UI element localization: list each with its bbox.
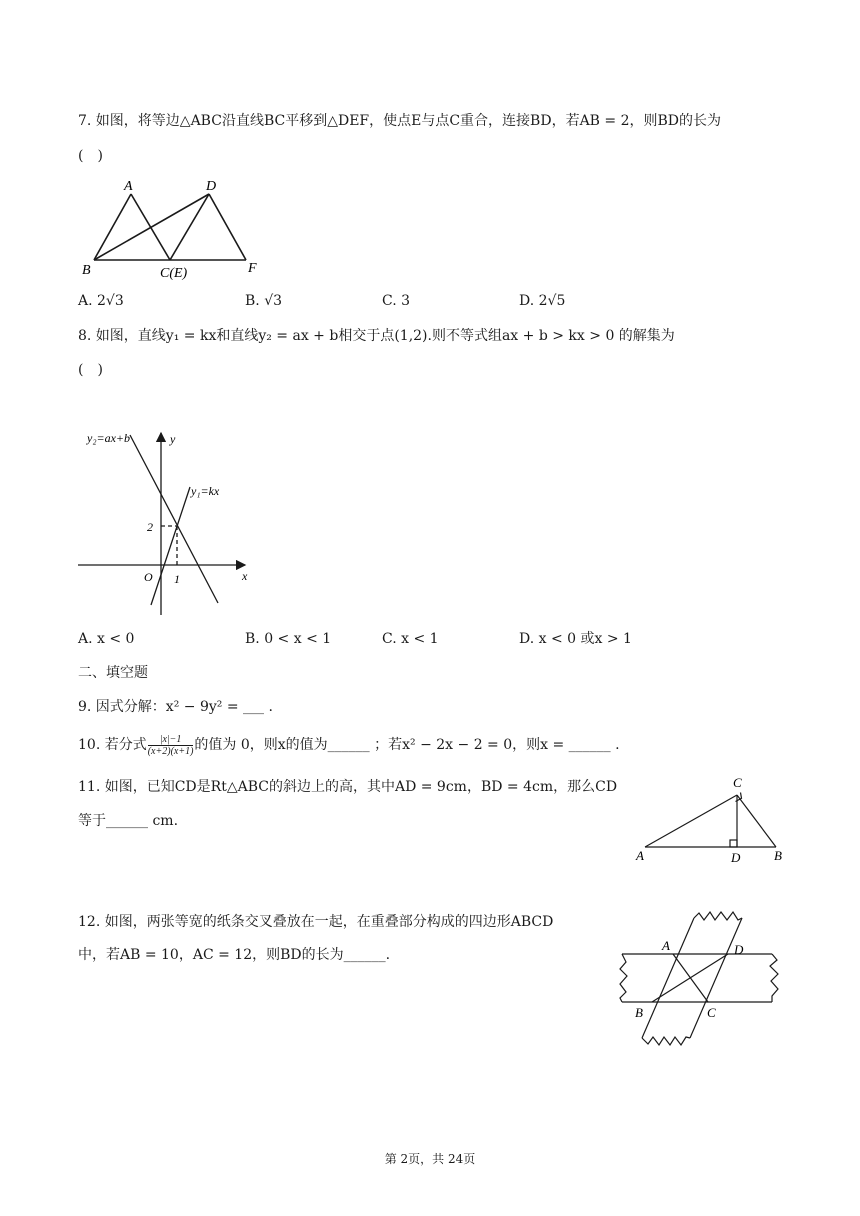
q9-text: 9. 因式分解：x² − 9y² = ___ . bbox=[78, 699, 273, 715]
q10-fraction bbox=[148, 734, 194, 757]
q7-paren: ( ) bbox=[78, 148, 103, 164]
q7-label-f: F bbox=[248, 261, 257, 276]
q11-label-b: B bbox=[774, 848, 782, 863]
q8-label-x: x bbox=[242, 569, 248, 583]
page-footer: 第 2页，共 24页 bbox=[384, 1152, 476, 1166]
q8-label-one: 1 bbox=[174, 572, 180, 586]
q10-fraction-numerator: |x|−1 bbox=[148, 734, 194, 746]
q8-label-y2: y₂=ax+b bbox=[87, 431, 131, 445]
q8-label-two: 2 bbox=[147, 520, 153, 534]
q7-option-a: A. 2√3 bbox=[78, 293, 124, 309]
q8-figure bbox=[75, 425, 260, 620]
q8-label-o: O bbox=[144, 570, 153, 584]
q7-option-b: B. √3 bbox=[245, 293, 283, 309]
q8-option-d: D. x < 0 或x > 1 bbox=[519, 631, 632, 647]
q8-stem: 8. 如图，直线y₁ = kx和直线y₂ = ax + b相交于点(1,2).则不等式组ax + b > kx > 0 的解集为 bbox=[78, 328, 675, 344]
q12-label-b: B bbox=[635, 1005, 643, 1020]
q8-option-a: A. x < 0 bbox=[78, 631, 135, 647]
q7-label-a: A bbox=[124, 179, 133, 194]
q12-line1: 12. 如图，两张等宽的纸条交叉叠放在一起，在重叠部分构成的四边形ABCD bbox=[78, 914, 554, 930]
q12-figure bbox=[602, 908, 787, 1053]
q10-text bbox=[78, 731, 620, 759]
q8-option-c: C. x < 1 bbox=[382, 631, 439, 647]
q11-line1: 11. 如图，已知CD是Rt△ABC的斜边上的高，其中AD = 9cm，BD = 4cm，那么CD bbox=[78, 779, 618, 795]
q11-figure bbox=[633, 772, 793, 867]
q7-stem: 7. 如图，将等边△ABC沿直线BC平移到△DEF，使点E与点C重合，连接BD，若AB = 2，则BD的长为 bbox=[78, 113, 722, 129]
section-title-fill-blank: 二、填空题 bbox=[78, 665, 148, 681]
q7-label-ce: C(E) bbox=[160, 266, 188, 281]
q12-line2: 中，若AB = 10，AC = 12，则BD的长为______. bbox=[78, 947, 391, 963]
q7-label-d: D bbox=[206, 179, 217, 194]
q11-label-c: C bbox=[733, 775, 742, 790]
q12-label-d: D bbox=[734, 942, 744, 957]
q11-label-a: A bbox=[636, 848, 644, 863]
q8-option-b: B. 0 < x < 1 bbox=[245, 631, 332, 647]
q10-fraction-denominator: (x+2)(x+1) bbox=[147, 745, 194, 757]
q8-paren: ( ) bbox=[78, 362, 103, 378]
q12-label-a: A bbox=[662, 938, 670, 953]
q10-prefix: 10. 若分式 bbox=[78, 737, 147, 753]
q10-suffix: 的值为 0，则x的值为______ ；若x² − 2x − 2 = 0，则x = ______ . bbox=[194, 737, 620, 753]
q8-label-y: y bbox=[170, 432, 176, 446]
q8-label-y1: y₁=kx bbox=[191, 484, 220, 498]
q11-label-d: D bbox=[731, 850, 741, 865]
q7-figure bbox=[80, 175, 280, 305]
q11-line2: 等于______ cm. bbox=[78, 813, 179, 829]
q12-label-c: C bbox=[707, 1005, 716, 1020]
q7-option-c: C. 3 bbox=[382, 293, 411, 309]
q7-option-d: D. 2√5 bbox=[519, 293, 566, 309]
q7-label-b: B bbox=[82, 263, 91, 278]
